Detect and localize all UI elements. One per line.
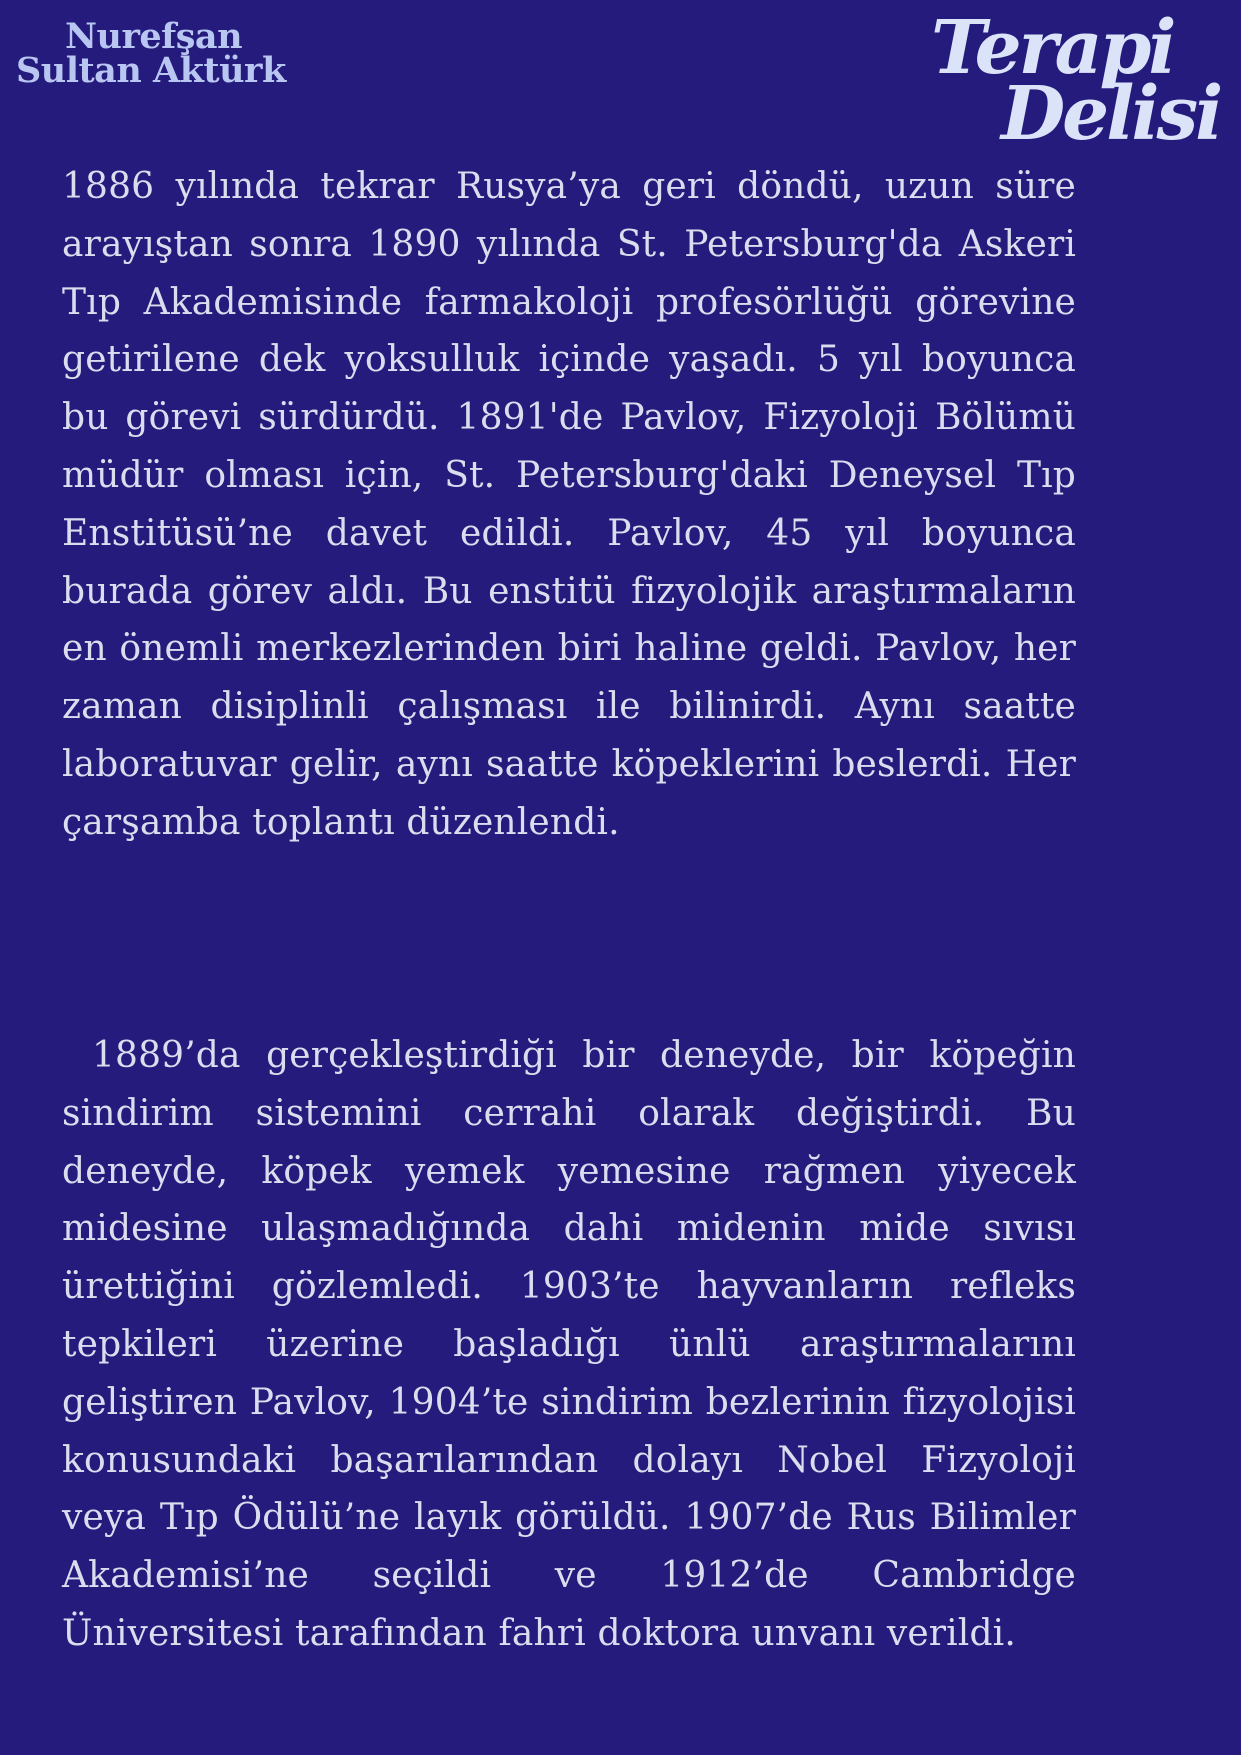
- brand-logo-line2: Delisi: [1001, 71, 1221, 157]
- brand-logo-line1: Terapi: [931, 5, 1174, 91]
- author-last-name: Sultan Aktürk: [16, 50, 286, 91]
- body-paragraph-1: 1886 yılında tekrar Rusya’ya geri döndü, uzun süre arayıştan sonra 1890 yılında St. Petersburg'da Askeri Tıp Akademisinde farmakoloji profesörlüğü görevine getirilene dek yoksulluk içinde yaşadı. 5 yıl boyunca bu görevi sürdürdü. 1891'de Pavlov, Fizyoloji Bölümü müdür olması için, St. Petersburg'daki Deneysel Tıp Enstitüsü’ne davet edildi. Pavlov, 45 yıl boyunca burada görev aldı. Bu enstitü fizyolojik araştırmaların en önemli merkezlerinden biri haline geldi. Pavlov, her zaman disiplinli çalışması ile bilinirdi. Aynı saatte laboratuvar gelir, aynı saatte köpeklerini beslerdi. Her çarşamba toplantı düzenlendi.: [62, 166, 1076, 843]
- author-name: [16, 16, 316, 91]
- brand-logo: [901, 5, 1241, 158]
- body-paragraph-2: 1889’da gerçekleştirdiği bir deneyde, bir köpeğin sindirim sistemini cerrahi olarak değiştirdi. Bu deneyde, köpek yemek yemesine rağmen yiyecek midesine ulaşmadığında dahi midenin mide sıvısı ürettiğini gözlemledi. 1903’te hayvanların refleks tepkileri üzerine başladığı ünlü araştırmalarını geliştiren Pavlov, 1904’te sindirim bezlerinin fizyolojisi konusundaki başarılarından dolayı Nobel Fizyoloji veya Tıp Ödülü’ne layık görüldü. 1907’de Rus Bilimler Akademisi’ne seçildi ve 1912’de Cambridge Üniversitesi tarafından fahri doktora unvanı verildi.: [62, 1035, 1076, 1654]
- author-first-name: Nurefşan: [65, 16, 243, 57]
